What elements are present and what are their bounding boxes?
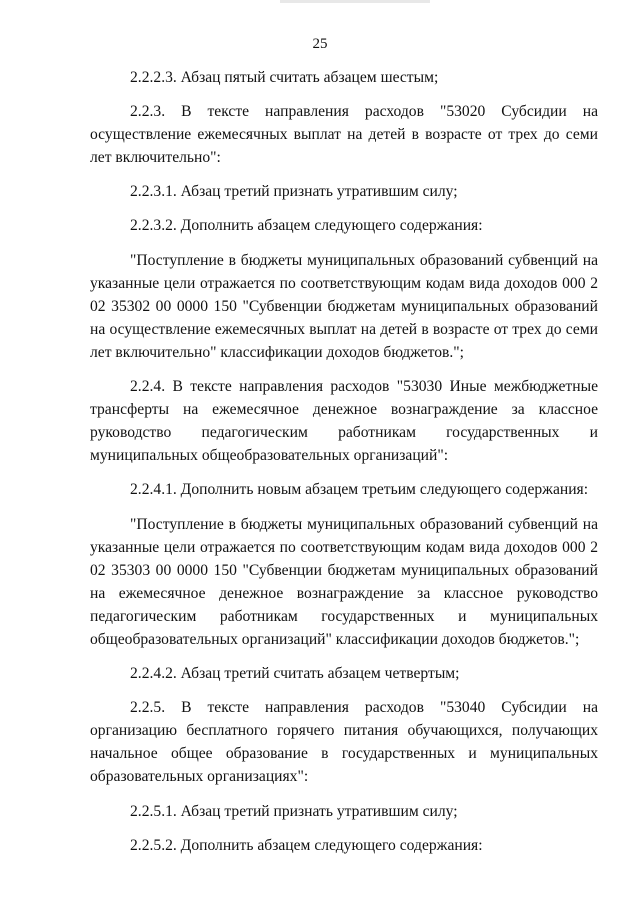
paragraph-2-2-3: 2.2.3. В тексте направления расходов "53020 Субсидии на осуществление ежемесячных выплат на детей в возрасте от трех до семи лет включительно": xyxy=(90,103,598,167)
paragraph-2-2-5-1: 2.2.5.1. Абзац третий признать утратившим силу; xyxy=(130,802,458,820)
document-body xyxy=(90,66,598,868)
quoted-paragraph-35302: "Поступление в бюджеты муниципальных образований субвенций на указанные цели отражается по соответствующим кодам вида доходов 000 2 02 35302 00 0000 150 "Субвенции бюджетам муниципальных образований на осуществление ежемесячных выплат на детей в возрасте от трех до семи лет включительно" классификации доходов бюджетов."; xyxy=(90,251,598,361)
paragraph-2-2-5: 2.2.5. В тексте направления расходов "53040 Субсидии на организацию бесплатного горячего питания обучающихся, получающих начальное общее образование в государственных и муниципальных образовательных организациях": xyxy=(90,699,598,786)
paragraph-2-2-5-2: 2.2.5.2. Дополнить абзацем следующего содержания: xyxy=(130,836,483,854)
page-number: 25 xyxy=(312,36,328,52)
scan-edge-mark xyxy=(280,0,430,3)
paragraph-2-2-4-1: 2.2.4.1. Дополнить новым абзацем третьим следующего содержания: xyxy=(130,481,589,499)
paragraph-2-2-3-1: 2.2.3.1. Абзац третий признать утратившим силу; xyxy=(130,183,458,201)
paragraph-2-2-4: 2.2.4. В тексте направления расходов "53030 Иные межбюджетные трансферты на ежемесячное денежное вознаграждение за классное руководство педагогическим работникам государственных и муниципальных общеобразовательных организаций": xyxy=(90,378,598,465)
paragraph-2-2-3-2: 2.2.3.2. Дополнить абзацем следующего содержания: xyxy=(130,217,483,235)
quoted-paragraph-35303: "Поступление в бюджеты муниципальных образований субвенций на указанные цели отражается по соответствующим кодам вида доходов 000 2 02 35303 00 0000 150 "Субвенции бюджетам муниципальных образований на ежемесячное денежное вознаграждение за классное руководство педагогическим работникам государственных и муниципальных общеобразовательных организаций" классификации доходов бюджетов."; xyxy=(90,515,598,648)
paragraph-2-2-4-2: 2.2.4.2. Абзац третий считать абзацем четвертым; xyxy=(130,665,460,683)
paragraph-2-2-2-3: 2.2.2.3. Абзац пятый считать абзацем шестым; xyxy=(130,69,439,86)
